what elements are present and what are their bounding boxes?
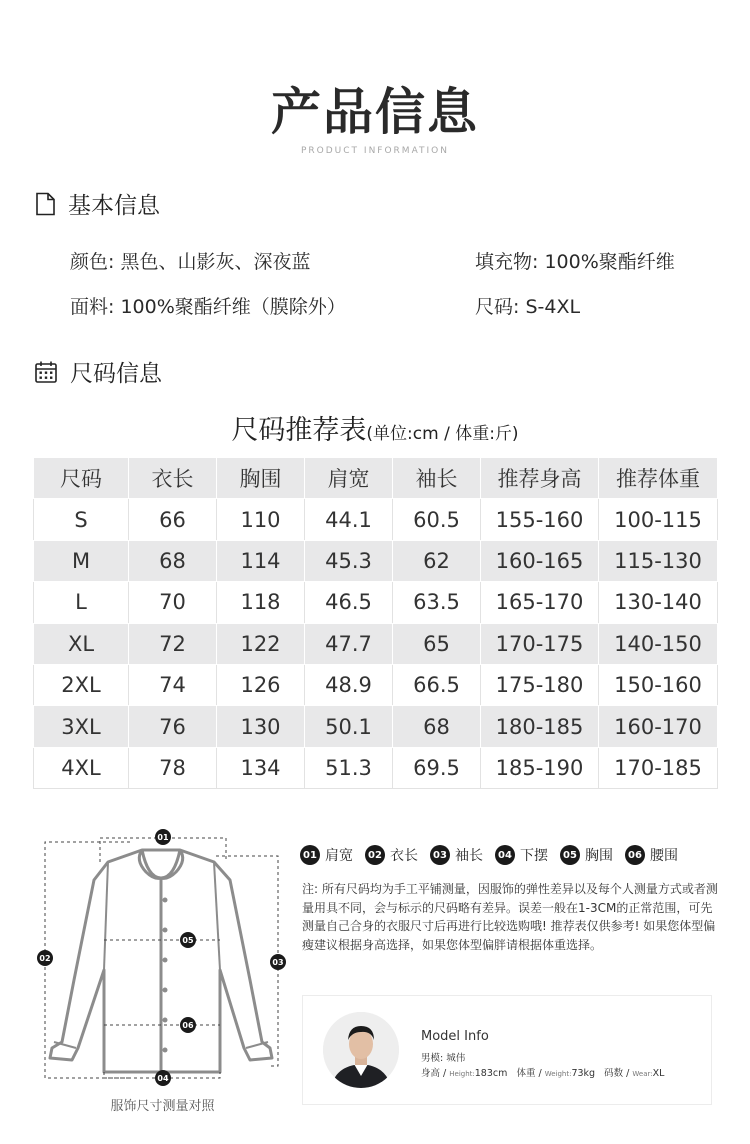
table-cell: 115-130	[599, 540, 718, 581]
info-size-range: 尺码: S-4XL	[475, 296, 581, 318]
table-row	[34, 623, 718, 664]
table-cell: 60.5	[393, 499, 481, 540]
size-table-title-text: 尺码推荐表	[231, 415, 367, 446]
height-value: 183cm	[474, 1068, 508, 1079]
table-cell: 134	[217, 747, 305, 788]
table-cell: 2XL	[34, 664, 129, 705]
table-cell: XL	[34, 623, 129, 664]
table-cell: 44.1	[305, 499, 393, 540]
table-row	[34, 582, 718, 623]
col-header: 尺码	[34, 458, 129, 499]
model-photo	[323, 1012, 399, 1088]
garment-diagram	[30, 820, 292, 1120]
table-cell: 45.3	[305, 540, 393, 581]
table-cell: 185-190	[481, 747, 599, 788]
col-header: 袖长	[393, 458, 481, 499]
table-cell: 62	[393, 540, 481, 581]
table-cell: 48.9	[305, 664, 393, 705]
table-cell: 70	[129, 582, 217, 623]
legend-item	[560, 845, 613, 865]
table-cell: 110	[217, 499, 305, 540]
table-cell: 160-170	[599, 706, 718, 747]
legend-item	[495, 845, 548, 865]
table-row	[34, 540, 718, 581]
table-cell: 65	[393, 623, 481, 664]
legend-label: 衣长	[390, 848, 418, 864]
marker-06: 06	[182, 1021, 194, 1030]
col-header: 肩宽	[305, 458, 393, 499]
size-info-heading-text: 尺码信息	[70, 361, 162, 387]
table-cell: 4XL	[34, 747, 129, 788]
wear-value: XL	[652, 1068, 665, 1079]
table-cell: 63.5	[393, 582, 481, 623]
table-cell: 51.3	[305, 747, 393, 788]
table-cell: 180-185	[481, 706, 599, 747]
marker-01: 01	[157, 833, 169, 842]
table-cell: 66.5	[393, 664, 481, 705]
model-info-card	[302, 995, 712, 1105]
marker-03: 03	[272, 958, 284, 967]
table-cell: 126	[217, 664, 305, 705]
size-table	[33, 457, 718, 789]
table-cell: 68	[393, 706, 481, 747]
table-cell: S	[34, 499, 129, 540]
measure-note: 注: 所有尺码均为手工平铺测量，因服饰的弹性差异以及每个人测量方式或者测量用具不同，会与标示的尺码略有差异。误差一般在1-3CM的正常范围，可先测量自己合身的衣服尺寸后再进行比较选购哦! 推荐表仅供参考! 如果您体型偏瘦建议根据身高选择，如果您体型偏胖请根据体重选择。	[302, 882, 718, 952]
table-cell: 114	[217, 540, 305, 581]
table-cell: 68	[129, 540, 217, 581]
marker-05: 05	[182, 936, 194, 945]
col-header: 推荐身高	[481, 458, 599, 499]
table-cell: L	[34, 582, 129, 623]
size-table-unit: (单位:cm / 体重:斤)	[366, 424, 519, 444]
legend-number: 04	[495, 845, 515, 865]
table-row	[34, 664, 718, 705]
size-info-heading	[34, 355, 162, 388]
table-cell: 130	[217, 706, 305, 747]
table-cell: 3XL	[34, 706, 129, 747]
info-fabric: 面料: 100%聚酯纤维（膜除外）	[70, 296, 346, 318]
table-cell: 130-140	[599, 582, 718, 623]
legend-number: 02	[365, 845, 385, 865]
diagram-caption: 服饰尺寸测量对照	[110, 1099, 215, 1114]
col-header: 推荐体重	[599, 458, 718, 499]
legend-item	[430, 845, 483, 865]
table-cell: 150-160	[599, 664, 718, 705]
table-cell: 78	[129, 747, 217, 788]
weight-label-en: Weight:	[544, 1070, 572, 1078]
table-cell: 72	[129, 623, 217, 664]
legend-item	[365, 845, 418, 865]
table-cell: 118	[217, 582, 305, 623]
table-cell: 175-180	[481, 664, 599, 705]
legend-label: 袖长	[455, 848, 483, 864]
page-subtitle: PRODUCT INFORMATION	[300, 146, 450, 156]
table-row	[34, 499, 718, 540]
height-label: 身高 /	[421, 1068, 447, 1079]
table-cell: 74	[129, 664, 217, 705]
legend-number: 05	[560, 845, 580, 865]
legend-number: 01	[300, 845, 320, 865]
table-cell: 76	[129, 706, 217, 747]
model-name: 男模: 城伟	[421, 1053, 466, 1064]
basic-info-heading	[34, 187, 160, 220]
table-row	[34, 747, 718, 788]
info-color: 颜色: 黑色、山影灰、深夜蓝	[70, 251, 311, 273]
legend-number: 03	[430, 845, 450, 865]
table-cell: 50.1	[305, 706, 393, 747]
table-cell: 69.5	[393, 747, 481, 788]
wear-label-en: Wear:	[632, 1070, 653, 1078]
legend-number: 06	[625, 845, 645, 865]
table-cell: 47.7	[305, 623, 393, 664]
table-cell: 100-115	[599, 499, 718, 540]
table-cell: 160-165	[481, 540, 599, 581]
table-cell: M	[34, 540, 129, 581]
col-header: 衣长	[129, 458, 217, 499]
table-cell: 140-150	[599, 623, 718, 664]
model-measurements	[421, 1065, 664, 1079]
model-info-title: Model Info	[421, 1029, 489, 1044]
size-table-header	[34, 458, 718, 499]
table-cell: 155-160	[481, 499, 599, 540]
table-cell: 122	[217, 623, 305, 664]
legend-item	[300, 845, 353, 865]
info-filling: 填充物: 100%聚酯纤维	[475, 251, 675, 273]
table-cell: 46.5	[305, 582, 393, 623]
table-cell: 170-185	[599, 747, 718, 788]
table-row	[34, 706, 718, 747]
table-cell: 165-170	[481, 582, 599, 623]
legend-label: 肩宽	[325, 848, 353, 864]
wear-label: 码数 /	[604, 1068, 630, 1079]
basic-info-heading-text: 基本信息	[68, 193, 160, 219]
weight-label: 体重 /	[516, 1068, 542, 1079]
height-label-en: Height:	[449, 1070, 475, 1078]
page-title: 产品信息	[271, 83, 479, 141]
size-table-title	[0, 408, 750, 447]
col-header: 胸围	[217, 458, 305, 499]
marker-02: 02	[39, 954, 51, 963]
legend-label: 腰围	[650, 848, 678, 864]
legend-item	[625, 845, 678, 865]
weight-value: 73kg	[571, 1068, 596, 1079]
measure-legend	[300, 845, 678, 865]
table-cell: 170-175	[481, 623, 599, 664]
calendar-icon	[34, 360, 58, 384]
legend-label: 胸围	[585, 848, 613, 864]
legend-label: 下摆	[520, 848, 548, 864]
table-cell: 66	[129, 499, 217, 540]
marker-04: 04	[157, 1074, 169, 1083]
document-icon	[34, 192, 56, 216]
